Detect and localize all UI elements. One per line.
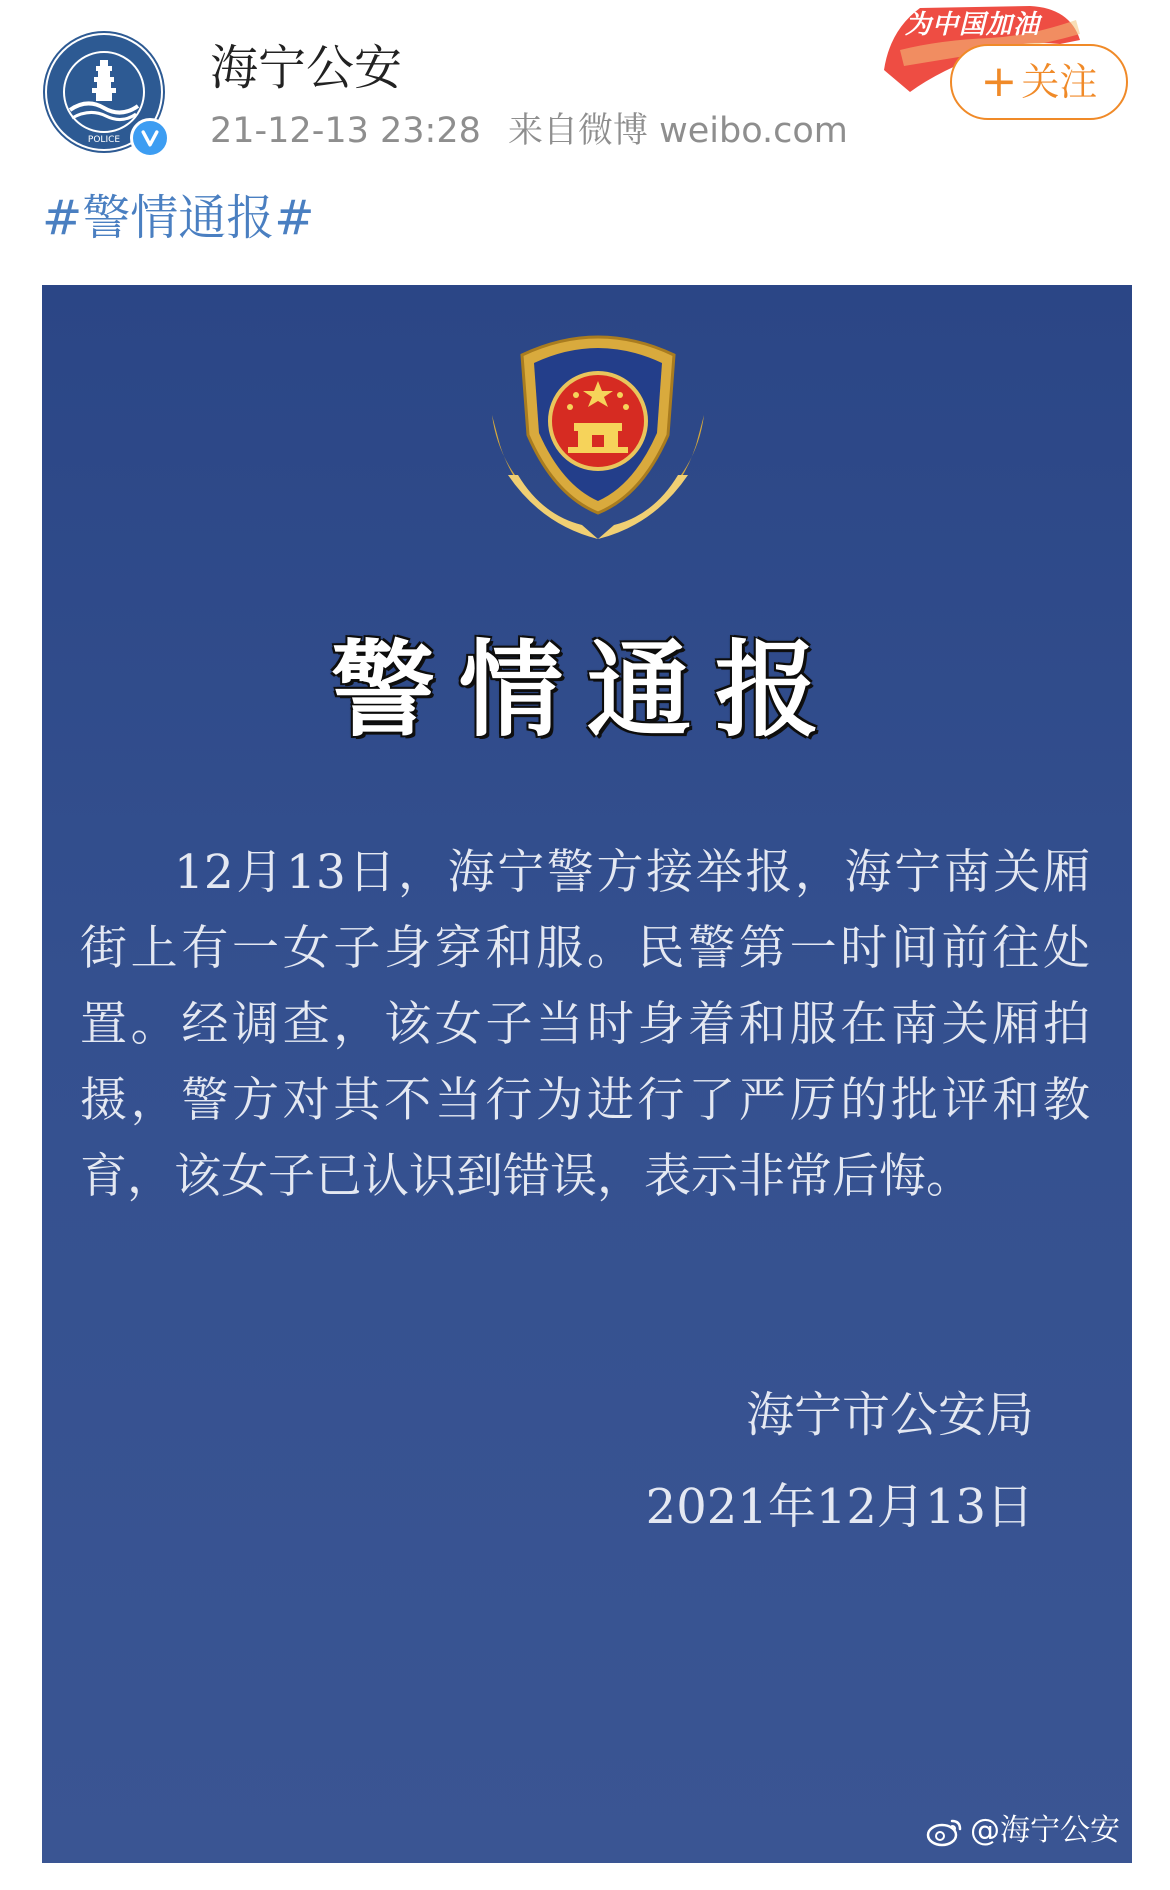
post-meta bbox=[210, 110, 848, 152]
follow-button[interactable] bbox=[950, 44, 1128, 120]
notice-image[interactable] bbox=[42, 285, 1132, 1863]
follow-label: 关注 bbox=[1021, 60, 1098, 104]
svg-text:POLICE: POLICE bbox=[87, 135, 121, 145]
notice-title: 警情通报 bbox=[330, 629, 843, 751]
post-timestamp: 21-12-13 23:28 bbox=[210, 111, 481, 151]
author-name[interactable]: 海宁公安 bbox=[210, 40, 403, 96]
verified-badge-icon bbox=[130, 118, 170, 158]
campaign-badge[interactable]: 为中国加油 bbox=[905, 10, 1041, 40]
weibo-icon bbox=[926, 1815, 964, 1847]
watermark-handle: @海宁公安 bbox=[970, 1813, 1120, 1848]
plus-icon: + bbox=[980, 56, 1018, 107]
notice-organization: 海宁市公安局 bbox=[745, 1387, 1034, 1443]
topic-hashtag-link[interactable]: #警情通报# bbox=[42, 190, 315, 246]
notice-date: 2021年12月13日 bbox=[645, 1479, 1034, 1535]
police-emblem-icon bbox=[482, 325, 714, 555]
image-watermark bbox=[926, 1813, 1120, 1849]
notice-body: 12月13日，海宁警方接举报，海宁南关厢街上有一女子身穿和服。民警第一时间前往处置。经调查，该女子当时身着和服在南关厢拍摄，警方对其不当行为进行了严厉的批评和教育，该女子已认识到错误，表示非常后悔。 bbox=[80, 845, 1090, 1204]
post-source: 来自微博 weibo.com bbox=[508, 111, 848, 151]
